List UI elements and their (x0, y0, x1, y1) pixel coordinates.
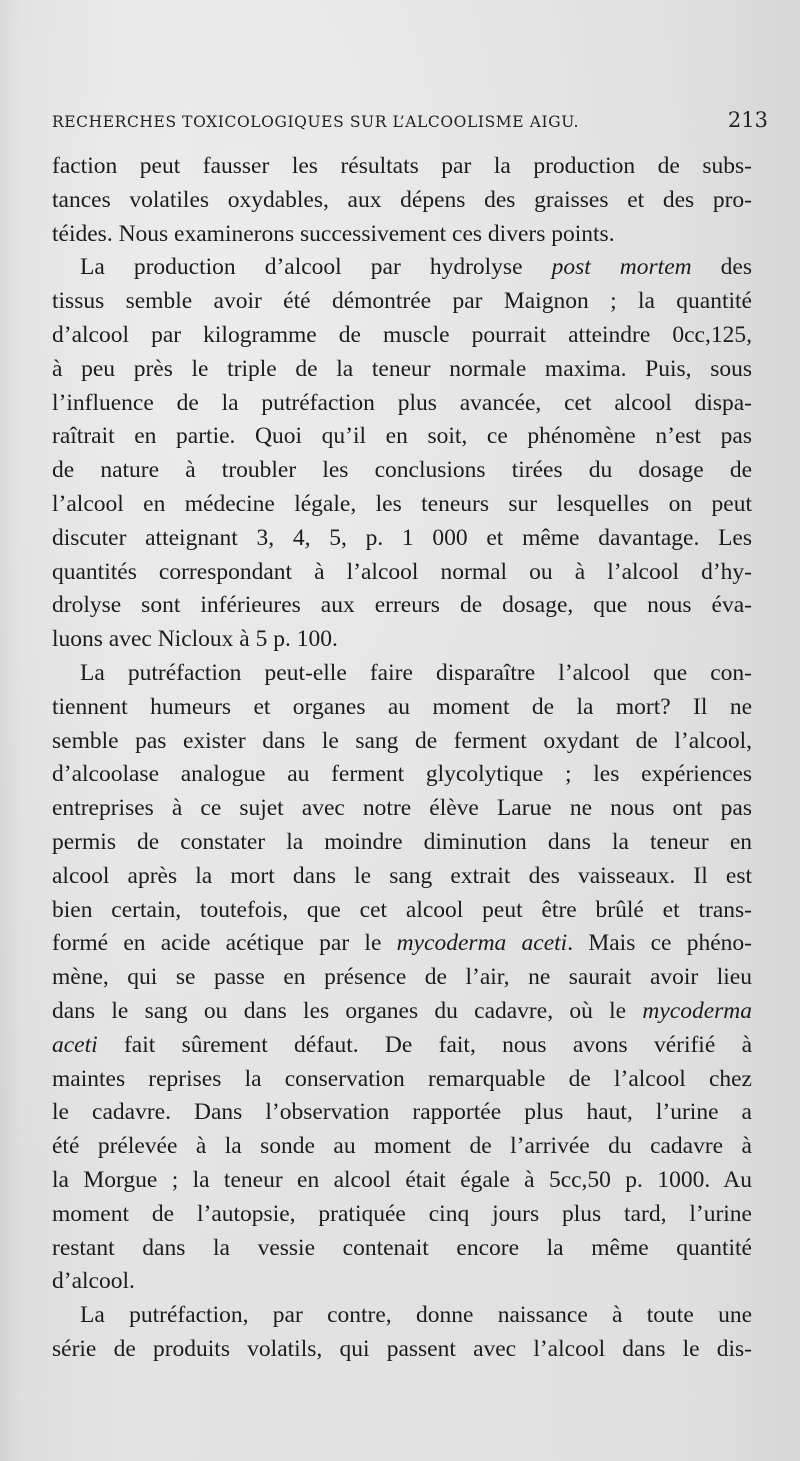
paragraph (52, 150, 752, 251)
text-line: tissus semble avoir été démontrée par Maignon ; la quantité (52, 288, 752, 315)
text-line: formé en acide acétique par le mycoderma aceti. Mais ce phéno- (52, 930, 752, 957)
text-line: téides. Nous examinerons successivement ces divers points. (52, 220, 615, 247)
text-line: dans le sang ou dans les organes du cadavre, où le mycoderma (52, 997, 752, 1024)
text-line: entreprises à ce sujet avec notre élève Larue ne nous ont pas (52, 795, 752, 822)
text-line: restant dans la vessie contenait encore la même quantité (52, 1234, 752, 1261)
text-line: La production d’alcool par hydrolyse post mortem des (80, 254, 752, 281)
text-line: le cadavre. Dans l’observation rapportée plus haut, l’urine a (52, 1099, 752, 1126)
text-line: l’alcool en médecine légale, les teneurs sur lesquelles on peut (52, 490, 752, 517)
text-line: discuter atteignant 3, 4, 5, p. 1 000 et même davantage. Les (52, 524, 752, 551)
text-line: série de produits volatils, qui passent avec l’alcool dans le dis- (52, 1335, 752, 1362)
text-line: l’influence de la putréfaction plus avancée, cet alcool dispa- (52, 389, 752, 416)
page-number: 213 (727, 108, 768, 132)
text-line: tances volatiles oxydables, aux dépens des graisses et des pro- (52, 186, 752, 213)
text-line: quantités correspondant à l’alcool normal ou à l’alcool d’hy- (52, 558, 752, 585)
text-line: raîtrait en partie. Quoi qu’il en soit, ce phénomène n’est pas (52, 423, 752, 450)
text-line: d’alcool. (52, 1268, 135, 1295)
text-line: de nature à troubler les conclusions tirées du dosage de (52, 457, 752, 484)
text-line: faction peut fausser les résultats par la production de subs- (52, 153, 752, 179)
text-line: été prélevée à la sonde au moment de l’arrivée du cadavre à (52, 1133, 752, 1160)
text-line: mène, qui se passe en présence de l’air, ne saurait avoir lieu (52, 964, 752, 991)
text-line: moment de l’autopsie, pratiquée cinq jours plus tard, l’urine (52, 1200, 752, 1227)
paragraph (52, 657, 752, 1299)
paragraph (52, 251, 752, 657)
text-line: tiennent humeurs et organes au moment de la mort? Il ne (52, 693, 752, 720)
text-line: semble pas exister dans le sang de ferment oxydant de l’alcool, (52, 727, 752, 754)
text-line: à peu près le triple de la teneur normale maxima. Puis, sous (52, 355, 752, 382)
text-line: maintes reprises la conservation remarquable de l’alcool chez (52, 1065, 752, 1092)
text-line: La putréfaction peut-elle faire disparaître l’alcool que con- (80, 659, 752, 686)
text-line: drolyse sont inférieures aux erreurs de dosage, que nous éva- (52, 592, 752, 619)
text-line: luons avec Nicloux à 5 p. 100. (52, 626, 338, 653)
text-line: bien certain, toutefois, que cet alcool peut être brûlé et trans- (52, 896, 752, 923)
text-line: d’alcoolase analogue au ferment glycolytique ; les expériences (52, 761, 752, 788)
text-line: aceti fait sûrement défaut. De fait, nous avons vérifié à (52, 1031, 752, 1058)
running-title: RECHERCHES TOXICOLOGIQUES SUR L’ALCOOLISME AIGU. (52, 113, 579, 131)
text-line: La putréfaction, par contre, donne naissance à toute une (80, 1302, 752, 1329)
text-line: la Morgue ; la teneur en alcool était égale à 5cc,50 p. 1000. Au (52, 1166, 752, 1193)
text-line: alcool après la mort dans le sang extrait des vaisseaux. Il est (52, 862, 752, 889)
body-text (52, 150, 752, 1367)
text-line: d’alcool par kilogramme de muscle pourrait atteindre 0cc,125, (52, 321, 752, 348)
running-header (52, 108, 768, 132)
text-line: permis de constater la moindre diminution dans la teneur en (52, 828, 752, 855)
paragraph (52, 1299, 752, 1367)
